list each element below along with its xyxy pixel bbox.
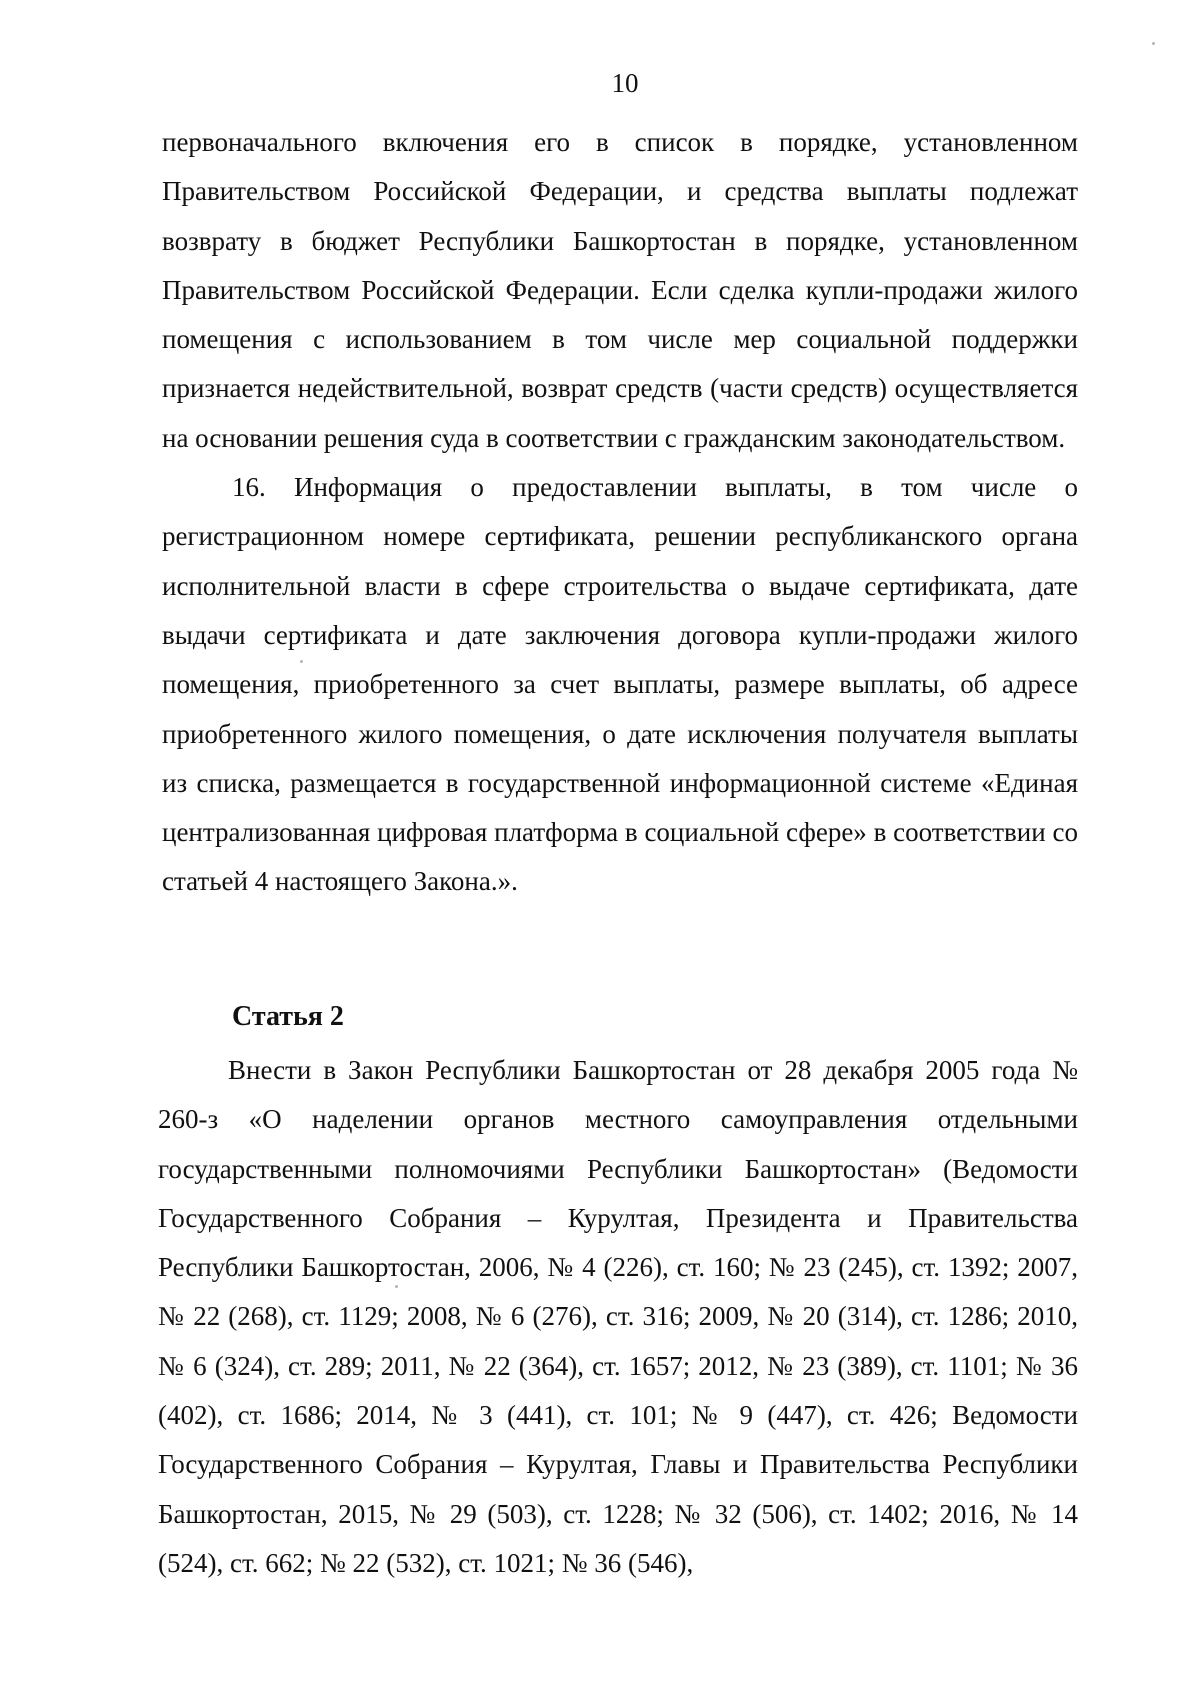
scan-artifact: [395, 1285, 398, 1288]
scan-artifact: [1152, 42, 1155, 45]
scan-artifact: [300, 660, 303, 663]
paragraph-continuation: первоначального включения его в список в порядке, установленном Правительством Российской Федерации, и средства выплаты подлежат возврату в бюджет Республики Башкортостан в порядке, установленном Правительством Российской Федерации. Если сделка купли-продажи жилого помещения с использованием в том числе мер социальной поддержки признается недействительной, возврат средств (части средств) осуществляется на основании решения суда в соответствии с гражданским законодательством.: [162, 127, 1078, 453]
paragraph-16: 16. Информация о предоставлении выплаты, в том числе о регистрационном номере сертификата, решении республиканского органа исполнительной власти в сфере строительства о выдаче сертификата, дате выдачи сертификата и дате заключения договора купли-продажи жилого помещения, приобретенного за счет выплаты, размере выплаты, об адресе приобретенного жилого помещения, о дате исключения получателя выплаты из списка, размещается в государственной информационной системе «Единая централизованная цифровая платформа в социальной сфере» в соответствии со статьей 4 настоящего Закона.».: [162, 472, 1078, 897]
article-2-paragraph: Внести в Закон Республики Башкортостан от 28 декабря 2005 года № 260-з «О наделении органов местного самоуправления отдельными государственными полномочиями Республики Башкортостан» (Ведомости Государственного Собрания – Курултая, Президента и Правительства Республики Башкортостан, 2006, № 4 (226), ст. 160; № 23 (245), ст. 1392; 2007, № 22 (268), ст. 1129; 2008, № 6 (276), ст. 316; 2009, № 20 (314), ст. 1286; 2010, № 6 (324), ст. 289; 2011, № 22 (364), ст. 1657; 2012, № 23 (389), ст. 1101; № 36 (402), ст. 1686; 2014, № 3 (441), ст. 101; № 9 (447), ст. 426; Ведомости Государственного Собрания – Курултая, Главы и Правительства Республики Башкортостан, 2015, № 29 (503), ст. 1228; № 32 (506), ст. 1402; 2016, № 14 (524), ст. 662; № 22 (532), ст. 1021; № 36 (546),: [158, 1055, 1078, 1578]
article-2-body: [158, 1046, 1078, 1588]
article-heading: Статья 2: [232, 1001, 344, 1032]
document-body: [162, 118, 1078, 907]
page-number: 10: [611, 68, 639, 98]
